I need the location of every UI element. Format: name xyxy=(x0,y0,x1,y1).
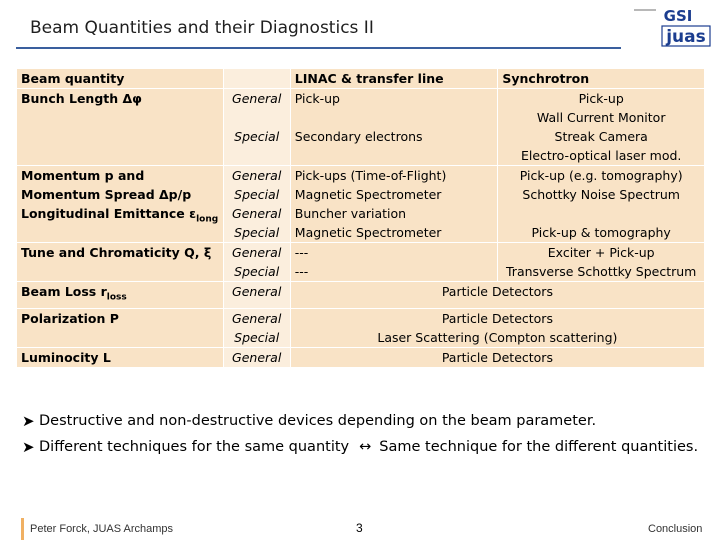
bullet-text: Different techniques for the same quantity xyxy=(39,439,350,455)
sync-cell xyxy=(498,243,705,282)
both-value: Laser Scattering (Compton scattering) xyxy=(377,329,618,345)
bullet-text: Destructive and non-destructive devices depending on the beam parameter. xyxy=(39,413,597,429)
header-synchrotron: Synchrotron xyxy=(498,69,705,89)
both-cell xyxy=(290,282,704,309)
linac-value: Pick-up xyxy=(294,91,340,106)
sync-cell xyxy=(498,89,705,166)
linac-cell xyxy=(290,89,498,166)
bullet-arrow-icon: ➤ xyxy=(22,412,35,430)
linac-value: --- xyxy=(294,245,309,260)
type-special: Special xyxy=(234,329,280,345)
type-general: General xyxy=(232,168,282,183)
type-cell xyxy=(223,282,290,309)
table-header-row xyxy=(17,69,705,89)
header-type xyxy=(223,69,290,89)
quantity-tune xyxy=(17,243,224,282)
quantity-label: Tune and Chromaticity Q, ξ xyxy=(21,245,212,260)
slide-title: Beam Quantities and their Diagnostics II xyxy=(30,18,374,38)
type-cell xyxy=(223,89,290,166)
quantity-label: Momentum p and xyxy=(21,168,145,183)
sync-value: Transverse Schottky Spectrum xyxy=(506,264,697,279)
bullet-list xyxy=(22,408,698,460)
sync-value: Electro-optical laser mod. xyxy=(520,148,682,163)
bullet-item xyxy=(22,408,698,434)
sync-cell xyxy=(498,166,705,243)
linac-value: Magnetic Spectrometer xyxy=(294,225,442,240)
table-row-beam-loss xyxy=(17,282,705,309)
beam-quantities-table xyxy=(16,68,705,368)
table-row-bunch-length xyxy=(17,89,705,166)
quantity-label: Polarization P xyxy=(21,310,119,326)
quantity-label: Longitudinal Emittance $\varepsilon_{long}$ xyxy=(21,206,219,225)
linac-value: Buncher variation xyxy=(294,206,407,221)
bullet-text: Same technique for the different quantities. xyxy=(379,439,699,455)
bullet-arrow-icon: ➤ xyxy=(22,438,35,456)
type-general: General xyxy=(232,284,282,299)
quantity-bunch-length xyxy=(17,89,224,166)
linac-value: --- xyxy=(294,264,309,279)
quantity-luminocity xyxy=(17,347,224,367)
sync-value: Pick-up & tomography xyxy=(531,225,671,240)
bullet-item xyxy=(22,434,698,460)
quantity-label: Bunch Length Δφ xyxy=(21,91,142,106)
type-general: General xyxy=(232,349,282,365)
linac-value: Secondary electrons xyxy=(294,129,423,144)
footer-section: Conclusion xyxy=(648,523,703,535)
quantity-polarization xyxy=(17,308,224,347)
title-divider xyxy=(16,47,621,49)
linac-cell xyxy=(290,166,498,243)
header-linac: LINAC & transfer line xyxy=(290,69,498,89)
quantity-label: Luminocity L xyxy=(21,349,111,365)
table-row-momentum xyxy=(17,166,705,243)
slide-footer xyxy=(0,514,720,540)
linac-cell xyxy=(290,243,498,282)
left-right-arrow-icon: ↔ xyxy=(359,439,372,455)
type-general: General xyxy=(232,91,282,106)
both-cell xyxy=(290,308,704,347)
linac-value: Pick-ups (Time-of-Flight) xyxy=(294,168,447,183)
footer-author: Peter Forck, JUAS Archamps xyxy=(30,523,174,535)
quantity-momentum xyxy=(17,166,224,243)
linac-value: Magnetic Spectrometer xyxy=(294,187,442,202)
sync-value: Exciter + Pick-up xyxy=(547,245,655,260)
type-cell xyxy=(223,166,290,243)
quantity-label: Momentum Spread Δp/p xyxy=(21,187,192,202)
table-row-tune xyxy=(17,243,705,282)
header-beam-quantity: Beam quantity xyxy=(17,69,224,89)
sync-value: Pick-up (e.g. tomography) xyxy=(519,168,683,183)
quantity-label: Beam Loss $r_{loss}$ xyxy=(21,284,127,303)
logo-line-left xyxy=(634,9,656,11)
footer-accent-bar xyxy=(21,518,24,540)
logo-gsi-text: GSI xyxy=(663,7,693,25)
sync-value xyxy=(502,204,700,223)
table-row-luminocity xyxy=(17,347,705,367)
logo-juas-text: juas xyxy=(666,27,706,47)
sync-value: Streak Camera xyxy=(554,129,648,144)
type-special: Special xyxy=(234,187,280,202)
type-cell xyxy=(223,308,290,347)
sync-value: Wall Current Monitor xyxy=(536,110,666,125)
quantity-beam-loss xyxy=(17,282,224,309)
type-general: General xyxy=(232,245,282,260)
type-general: General xyxy=(232,206,282,221)
both-value: Particle Detectors xyxy=(441,349,553,365)
type-special: Special xyxy=(234,264,280,279)
type-cell xyxy=(223,347,290,367)
table-row-polarization xyxy=(17,308,705,347)
type-special: Special xyxy=(234,129,280,144)
both-value: Particle Detectors xyxy=(441,310,553,326)
sync-value: Pick-up xyxy=(578,91,624,106)
sync-value: Schottky Noise Spectrum xyxy=(522,187,680,202)
type-cell xyxy=(223,243,290,282)
type-general: General xyxy=(232,310,282,326)
both-value: Particle Detectors xyxy=(441,284,553,299)
type-special: Special xyxy=(234,225,280,240)
gsi-juas-logo xyxy=(634,3,716,47)
both-cell xyxy=(290,347,704,367)
page-number: 3 xyxy=(356,521,363,535)
